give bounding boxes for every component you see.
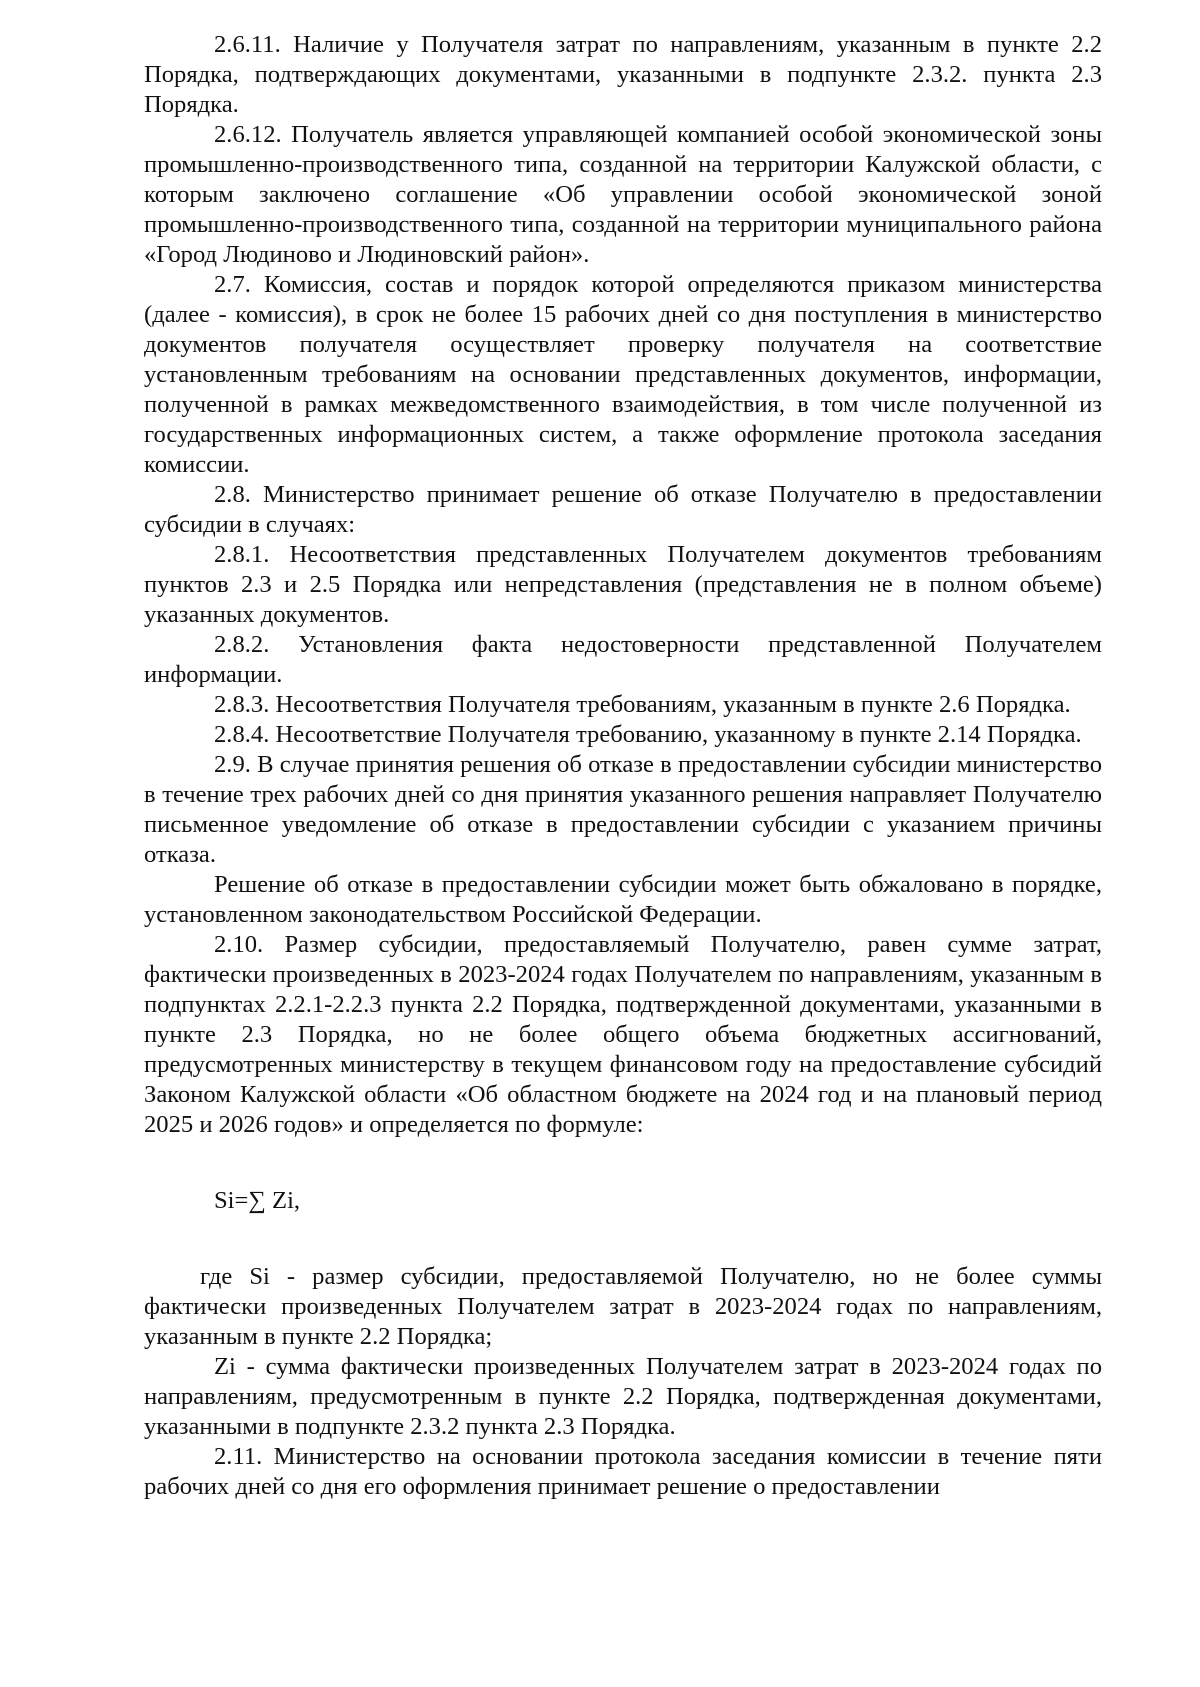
paragraph-2-8: 2.8. Министерство принимает решение об отказе Получателю в предоставлении субсидии в случаях: <box>144 481 1102 538</box>
formula: Si=∑ Zi, <box>214 1187 301 1214</box>
paragraph-2-9: 2.9. В случае принятия решения об отказе в предоставлении субсидии министерство в течение трех рабочих дней со дня принятия указанного решения направляет Получателю письменное уведомление об отказе в предоставлении субсидии с указанием причины отказа. <box>144 751 1102 868</box>
paragraph-appeal: Решение об отказе в предоставлении субсидии может быть обжаловано в порядке, установленном законодательством Российской Федерации. <box>144 871 1102 928</box>
paragraph-2-11: 2.11. Министерство на основании протокола заседания комиссии в течение пяти рабочих дней со дня его оформления принимает решение о предоставлении <box>144 1443 1102 1500</box>
paragraph-2-6-11: 2.6.11. Наличие у Получателя затрат по направлениям, указанным в пункте 2.2 Порядка, подтверждающих документами, указанными в подпункте 2.3.2. пункта 2.3 Порядка. <box>144 31 1102 118</box>
paragraph-def-zi: Zi - сумма фактически произведенных Получателем затрат в 2023-2024 годах по направлениям, предусмотренным в пункте 2.2 Порядка, подтвержденная документами, указанными в подпункте 2.3.2 пункта 2.3 Порядка. <box>144 1353 1102 1440</box>
paragraph-2-7: 2.7. Комиссия, состав и порядок которой определяются приказом министерства (далее - комиссия), в срок не более 15 рабочих дней со дня поступления в министерство документов получателя осуществляет проверку получателя на соответствие установленным требованиям на основании представленных документов, информации, полученной в рамках межведомственного взаимодействия, в том числе полученной из государственных информационных систем, а также оформление протокола заседания комиссии. <box>144 271 1102 478</box>
paragraph-2-8-4: 2.8.4. Несоответствие Получателя требованию, указанному в пункте 2.14 Порядка. <box>214 721 1082 748</box>
paragraph-def-si: где Si - размер субсидии, предоставляемой Получателю, но не более суммы фактически произведенных Получателем затрат в 2023-2024 годах по направлениям, указанным в пункте 2.2 Порядка; <box>144 1263 1102 1350</box>
paragraph-2-6-12: 2.6.12. Получатель является управляющей компанией особой экономической зоны промышленно-производственного типа, созданной на территории Калужской области, с которым заключено соглашение «Об управлении особой экономической зоной промышленно-производственного типа, созданной на территории муниципального района «Город Людиново и Людиновский район». <box>144 121 1102 268</box>
document-page <box>144 30 1102 1502</box>
paragraph-2-8-2: 2.8.2. Установления факта недостоверности представленной Получателем информации. <box>144 631 1102 688</box>
paragraph-2-8-3: 2.8.3. Несоответствия Получателя требованиям, указанным в пункте 2.6 Порядка. <box>214 691 1071 718</box>
paragraph-2-8-1: 2.8.1. Несоответствия представленных Получателем документов требованиям пунктов 2.3 и 2.5 Порядка или непредставления (представления не в полном объеме) указанных документов. <box>144 541 1102 628</box>
paragraph-2-10: 2.10. Размер субсидии, предоставляемый Получателю, равен сумме затрат, фактически произведенных в 2023-2024 годах Получателем по направлениям, указанным в подпунктах 2.2.1-2.2.3 пункта 2.2 Порядка, подтвержденной документами, указанными в пункте 2.3 Порядка, но не более общего объема бюджетных ассигнований, предусмотренных министерству в текущем финансовом году на предоставление субсидий Законом Калужской области «Об областном бюджете на 2024 год и на плановый период 2025 и 2026 годов» и определяется по формуле: <box>144 931 1102 1138</box>
